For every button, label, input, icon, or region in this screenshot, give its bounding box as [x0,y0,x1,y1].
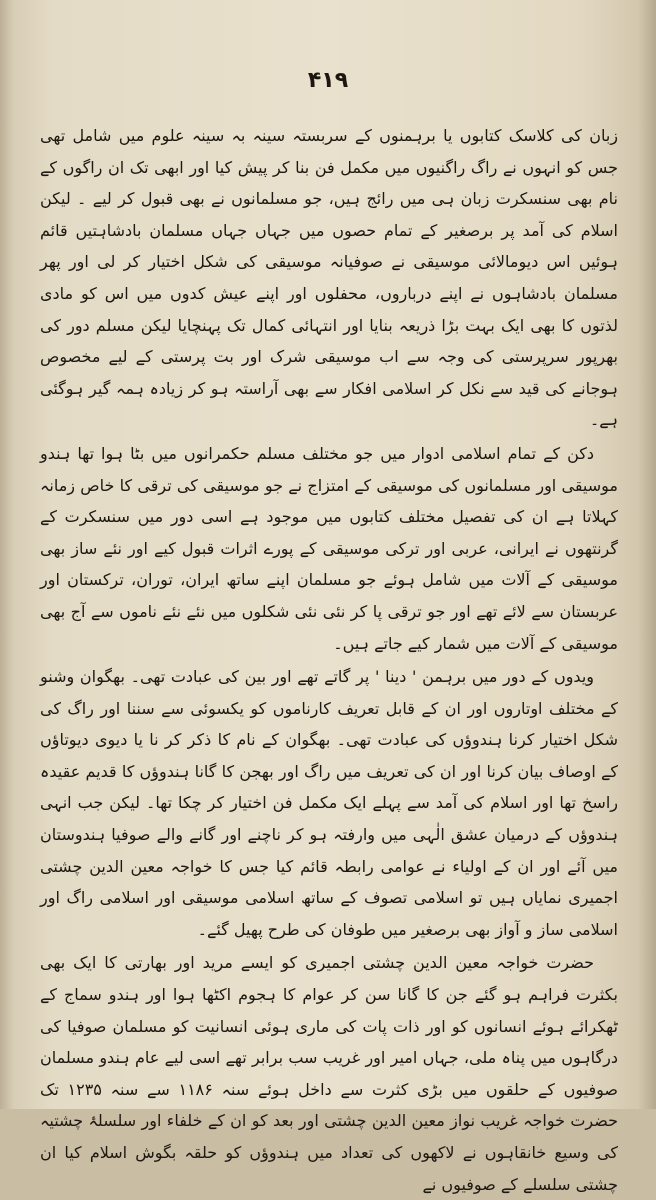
page-left-shadow [0,0,14,1109]
paragraph-2: دکن کے تمام اسلامی ادوار میں جو مختلف مسلم حکمرانوں میں بٹا ہوا تھا ہندو موسیقی اور مسلمانوں کی موسیقی کے امتزاج نے جو موسیقی کی ترقی کا خاص زمانہ کہلاتا ہے ان کی تفصیل مختلف کتابوں میں موجود ہے اسی دور میں سنسکرت کے گرنتھوں نے ایرانی، عربی اور ترکی موسیقی کے پورے اثرات قبول کیے اور نئے ساز بھی موسیقی کے آلات میں شامل ہوئے جو مسلمان اپنے ساتھ ایران، توران، ترکستان اور عربستان سے لائے تھے اور جو ترقی پا کر نئی نئی شکلوں میں نئے نئے ناموں سے آج بھی موسیقی کے آلات میں شمار کیے جاتے ہیں۔ [40,443,618,653]
paragraph-1: زبان کی کلاسک کتابوں یا برہمنوں کے سربستہ سینہ بہ سینہ علوم میں شامل تھی جس کو انہوں نے راگ راگنیوں میں مکمل فن بنا کر پیش کیا اور ابھی تک ان راگوں کے نام بھی سنسکرت زبان ہی میں رائج ہیں، جو مسلمانوں نے بھی قبول کر لیے ۔ لیکن اسلام کی آمد پر برصغیر کے تمام حصوں میں جہاں جہاں مسلمان بادشاہتیں قائم ہوئیں اس دیومالائی موسیقی نے صوفیانہ موسیقی کی شکل اختیار کر لی اور پھر مسلمان بادشاہوں نے اپنے درباروں، محفلوں اور اپنے عیش کدوں میں اس کو مادی لذتوں کا بھی ایک بہت بڑا ذریعہ بنایا اور انتہائی کمال تک پہنچایا لیکن مسلم دور کی بھرپور سرپرستی کی وجہ سے اب موسیقی شرک اور بت پرستی کے لیے مخصوص ہوجانے کی قید سے نکل کر اسلامی افکار سے بھی آراستہ ہو کر زیادہ ہمہ گیر ہوگئی ہے۔ [40,126,618,430]
body-text [40,120,618,1200]
page-number: ۴۱۹ [307,68,349,93]
paragraph-4: حضرت خواجہ معین الدین چشتی اجمیری کو ایسے مرید اور بھارتی کا ایک بھی بکثرت فراہم ہو گئے جن کا گانا سن کر عوام کا ہجوم اکٹھا ہوا اور ہندو سماج کے ٹھکرائے ہوئے انسانوں کو اور ذات پات کی ماری ہوئی انسانیت کو مسلمان صوفیا کی درگاہوں میں پناہ ملی، جہاں امیر اور غریب سب برابر تھے اسی لیے عام ہندو مسلمان صوفیوں کے حلقوں میں بڑی کثرت سے داخل ہوئے سنہ ۱۱۸۶ سے سنہ ۱۲۳۵ تک حضرت خواجہ غریب نواز معین الدین چشتی اور بعد کو ان کے خلفاء اور سلسلۂ چشتیہ کی وسیع خانقاہوں نے لاکھوں کی تعداد میں ہندوؤں کو حلقہ بگوش اسلام کیا ان چشتی سلسلے کے صوفیوں نے [40,953,618,1194]
page-right-shadow [638,0,656,1109]
paragraph-3: ویدوں کے دور میں برہمن ' دینا ' پر گاتے تھے اور بین کی عبادت تھی۔ بھگوان وشنو کے مختلف اوتاروں اور ان کے قابل تعریف کارناموں کو یکسوئی سے سننا اور راگ کی شکل اختیار کرنا ہندوؤں کی عبادت تھی۔ بھگوان کے نام کا ذکر کر نا یا دیوی دیوتاؤں کے اوصاف بیان کرنا اور ان کی تعریف میں راگ اور بھجن کا گانا ہندوؤں کا قدیم عقیدہ راسخ تھا اور اسلام کی آمد سے پہلے ایک مکمل فن اختیار کر چکا تھا۔ لیکن جب انہی ہندوؤں کے درمیان عشق الٰہی میں وارفتہ ہو کر ناچنے اور گانے والے صوفیا ہندوستان میں آئے اور ان کے اولیاء نے عوامی رابطہ قائم کیا جس کا خواجہ معین الدین چشتی اجمیری نمایاں ہیں تو اسلامی تصوف کے ساتھ اسلامی موسیقی اور اسلامی راگ اور اسلامی ساز و آواز بھی برصغیر میں طوفان کی طرح پھیل گئے۔ [40,667,618,939]
